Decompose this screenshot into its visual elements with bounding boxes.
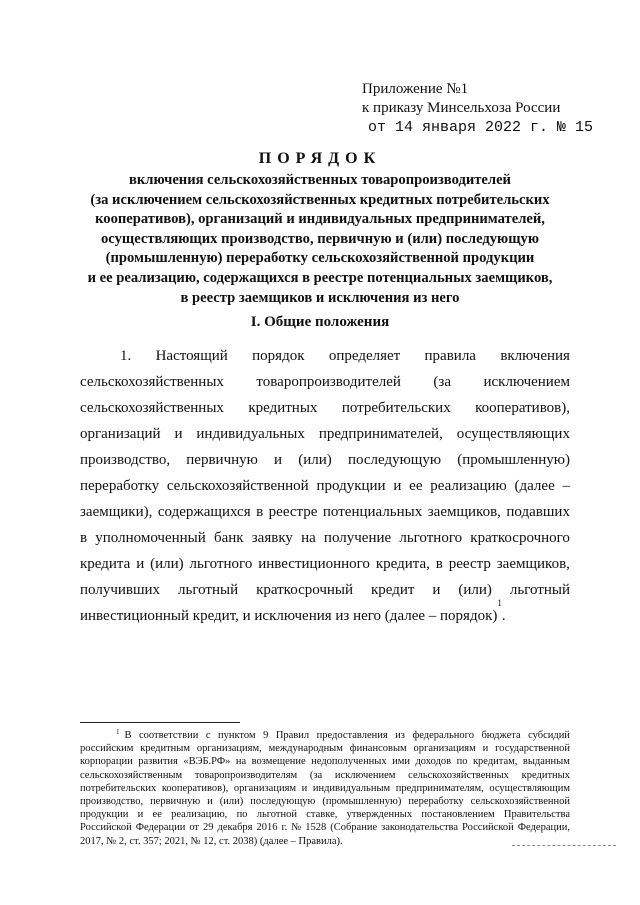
word: по (456, 756, 468, 768)
word: федерального (412, 730, 474, 741)
word: (за (433, 374, 451, 390)
word: организациям, (196, 743, 262, 755)
word: в (435, 556, 443, 572)
word: постановлением (421, 809, 495, 821)
word: 9 (263, 730, 269, 741)
word: российским (80, 743, 134, 755)
title-line: кооперативов), организаций и индивидуальных предпринимателей, (95, 211, 545, 228)
paragraph-line (80, 499, 570, 525)
annex-block (362, 80, 593, 137)
word: первичную (186, 452, 258, 468)
word: продукции (316, 478, 386, 494)
word: кредита, (375, 556, 430, 572)
word: индивидуальным (312, 782, 391, 794)
word: заемщики), (80, 504, 153, 520)
paragraph-last-text: инвестиционный кредит, и исключения из него (далее – порядок) (80, 608, 498, 624)
paragraph-line (80, 447, 570, 473)
word: переработку (80, 478, 160, 494)
paragraph-line (80, 598, 570, 629)
footnote-reference[interactable]: 1 (497, 598, 502, 608)
annex-number: Приложение №1 (362, 81, 469, 97)
word: определяет (328, 348, 401, 364)
word: (или) (458, 582, 492, 598)
word: кредитным (140, 743, 190, 755)
title-line: включения сельскохозяйственных товаропроизводителей (129, 172, 511, 188)
word: краткосрочный (256, 582, 354, 598)
word: недополученных (311, 756, 387, 768)
word: кооперативов), (475, 400, 570, 416)
word: заемщиков, (496, 556, 570, 572)
document-title (60, 148, 580, 308)
paragraph-line (80, 473, 570, 499)
word: производство, (80, 796, 144, 808)
word: льготный (509, 582, 570, 598)
word: (или) (150, 556, 184, 572)
word: Правительства (503, 809, 570, 821)
word: законодательства (381, 822, 459, 834)
word: 1528 (305, 822, 327, 834)
title-line: осуществляющих производство, первичную и (или) последующую (101, 230, 539, 247)
word: от (189, 822, 200, 834)
word: получение (323, 530, 392, 546)
word: сельскохозяйственным (80, 769, 183, 781)
word: последующую (250, 796, 316, 808)
word: уполномоченный (95, 530, 206, 546)
word: № (291, 822, 302, 834)
word: первичную (150, 796, 201, 808)
word: льготной (256, 809, 297, 821)
word: реализацию (430, 478, 507, 494)
word: развития (138, 756, 178, 768)
word: и (137, 809, 144, 821)
word: соответствии (139, 730, 199, 741)
word: потенциальных (322, 504, 423, 520)
word: в (256, 504, 264, 520)
word: потребительских (80, 782, 157, 794)
word: В (124, 730, 132, 741)
word: (или) (219, 796, 244, 808)
word: ставке, (306, 809, 338, 821)
footnote-divider (80, 722, 240, 723)
section-heading: I. Общие положения (250, 314, 390, 330)
word: сельскохозяйственной (470, 796, 570, 808)
word: ее (152, 809, 162, 821)
word: реестре (268, 504, 318, 520)
word: Российской (80, 822, 132, 834)
word: 2016 (256, 822, 278, 834)
word: товаропроизводителей (256, 374, 401, 390)
word: государственной (495, 743, 570, 755)
word: продукции (80, 809, 129, 821)
title-line: и ее реализацию, содержащихся в реестре потенциальных заемщиков, (87, 269, 553, 286)
title-line: в реестр заемщиков и исключения из него (180, 289, 460, 306)
footnote-line (80, 742, 570, 755)
word: содержащихся (157, 504, 251, 520)
word: краткосрочного (470, 530, 570, 546)
word: ими (392, 756, 410, 768)
word: 1. (120, 348, 132, 364)
word: организациям (413, 743, 476, 755)
word: Настоящий (155, 348, 228, 364)
word: сельскохозяйственных (80, 374, 224, 390)
word: (далее (514, 478, 555, 494)
word: реализацию, (171, 809, 228, 821)
word: производство, (80, 452, 171, 468)
footnote-line (80, 808, 570, 821)
word: (промышленную) (322, 796, 402, 808)
paragraph-line (80, 343, 570, 369)
word: предпринимателей, (318, 426, 443, 442)
word: утвержденных (346, 809, 413, 821)
period: . (501, 608, 506, 624)
word: Российской (462, 822, 514, 834)
word: кооперативов), (161, 782, 229, 794)
word: субсидий (528, 730, 570, 741)
word: выданным (522, 756, 570, 768)
word: сельскохозяйственных (408, 769, 509, 781)
word: Федерации (135, 822, 186, 834)
word: включения (500, 348, 570, 364)
word: (или) (298, 452, 332, 468)
word: 29 (203, 822, 214, 834)
word: льготного (399, 530, 463, 546)
word: и (174, 426, 183, 442)
paragraph-line (80, 421, 570, 447)
word: возмещение (251, 756, 306, 768)
title-line: (за исключением сельскохозяйственных кредитных потребительских (90, 191, 550, 208)
footnote-line (80, 729, 570, 742)
word: на (301, 530, 316, 546)
annex-order-ref: к приказу Минсельхоза России (362, 100, 561, 116)
word: (за (309, 769, 323, 781)
word: с (205, 730, 211, 741)
word: и (482, 743, 489, 755)
word: и (432, 582, 441, 598)
word: последующую (347, 452, 442, 468)
footnote-line: 2017, № 2, ст. 357; 2021, № 12, ст. 2038) (далее – Правила). (80, 835, 343, 847)
word: осуществляющим (489, 782, 570, 794)
footnote-line (80, 795, 570, 808)
footnote-1 (80, 729, 570, 848)
word: кредитам, (472, 756, 518, 768)
word: индивидуальных (196, 426, 305, 442)
word: правила (424, 348, 476, 364)
word: инвестиционного (258, 556, 370, 572)
title-word: ПОРЯДОК (258, 150, 382, 167)
word: кредита (80, 556, 131, 572)
word: кредит (370, 582, 415, 598)
word: на (235, 756, 247, 768)
word: – (562, 478, 570, 494)
paragraph-line (80, 369, 570, 395)
annex-date: от 14 января 2022 г. № 15 (368, 119, 594, 136)
footnote-line (80, 755, 570, 768)
word: корпорации (80, 756, 133, 768)
word: (Собрание (330, 822, 378, 834)
word: финансовым (349, 743, 407, 755)
word: организациям (233, 782, 297, 794)
word: из (395, 730, 405, 741)
word: и (393, 478, 402, 494)
word: Федерации, (517, 822, 570, 834)
footnote-first-word (116, 729, 132, 742)
word: организаций (80, 426, 161, 442)
paragraph-line (80, 395, 570, 421)
paragraph-line (80, 551, 570, 577)
footnote-line (80, 769, 570, 782)
word: переработку (408, 796, 464, 808)
word: пунктом (217, 730, 256, 741)
word: предпринимателям, (395, 782, 484, 794)
word: и (207, 796, 213, 808)
word: международным (268, 743, 343, 755)
footnote-line (80, 821, 570, 834)
word: декабря (217, 822, 253, 834)
scan-mark (512, 845, 616, 846)
word: исключением (334, 769, 396, 781)
footnote-line (80, 782, 570, 795)
paragraph-1 (80, 343, 570, 629)
word: ее (409, 478, 423, 494)
title-subtitle (60, 171, 580, 308)
word: «ВЭБ.РФ» (183, 756, 231, 768)
word: реестр (448, 556, 491, 572)
word: в (80, 530, 88, 546)
word: исключением (483, 374, 570, 390)
word: банк (213, 530, 244, 546)
word: заемщиков, (427, 504, 501, 520)
word: бюджета (481, 730, 521, 741)
word: (промышленную) (457, 452, 570, 468)
word: льготный (178, 582, 239, 598)
word: и (274, 452, 283, 468)
word: подавших (506, 504, 570, 520)
word: получивших (80, 582, 161, 598)
word: порядок (252, 348, 305, 364)
word: Правил (275, 730, 310, 741)
word: кредитных (248, 400, 318, 416)
title-line: (промышленную) переработку сельскохозяйственной продукции (105, 250, 535, 267)
word: заявку (251, 530, 293, 546)
word: и (136, 556, 145, 572)
word: осуществляющих (456, 426, 570, 442)
word: предоставления (316, 730, 388, 741)
word: по (236, 809, 248, 821)
word: кредитных (521, 769, 570, 781)
word: г. (281, 822, 288, 834)
word: доходов (415, 756, 452, 768)
word: потребительских (341, 400, 451, 416)
paragraph-line (80, 525, 570, 551)
word: сельскохозяйственных (80, 400, 224, 416)
word: и (301, 782, 308, 794)
word: сельскохозяйственной (166, 478, 309, 494)
word: товаропроизводителям (194, 769, 298, 781)
word: льготного (189, 556, 253, 572)
footnote-marker: 1 (116, 727, 120, 736)
